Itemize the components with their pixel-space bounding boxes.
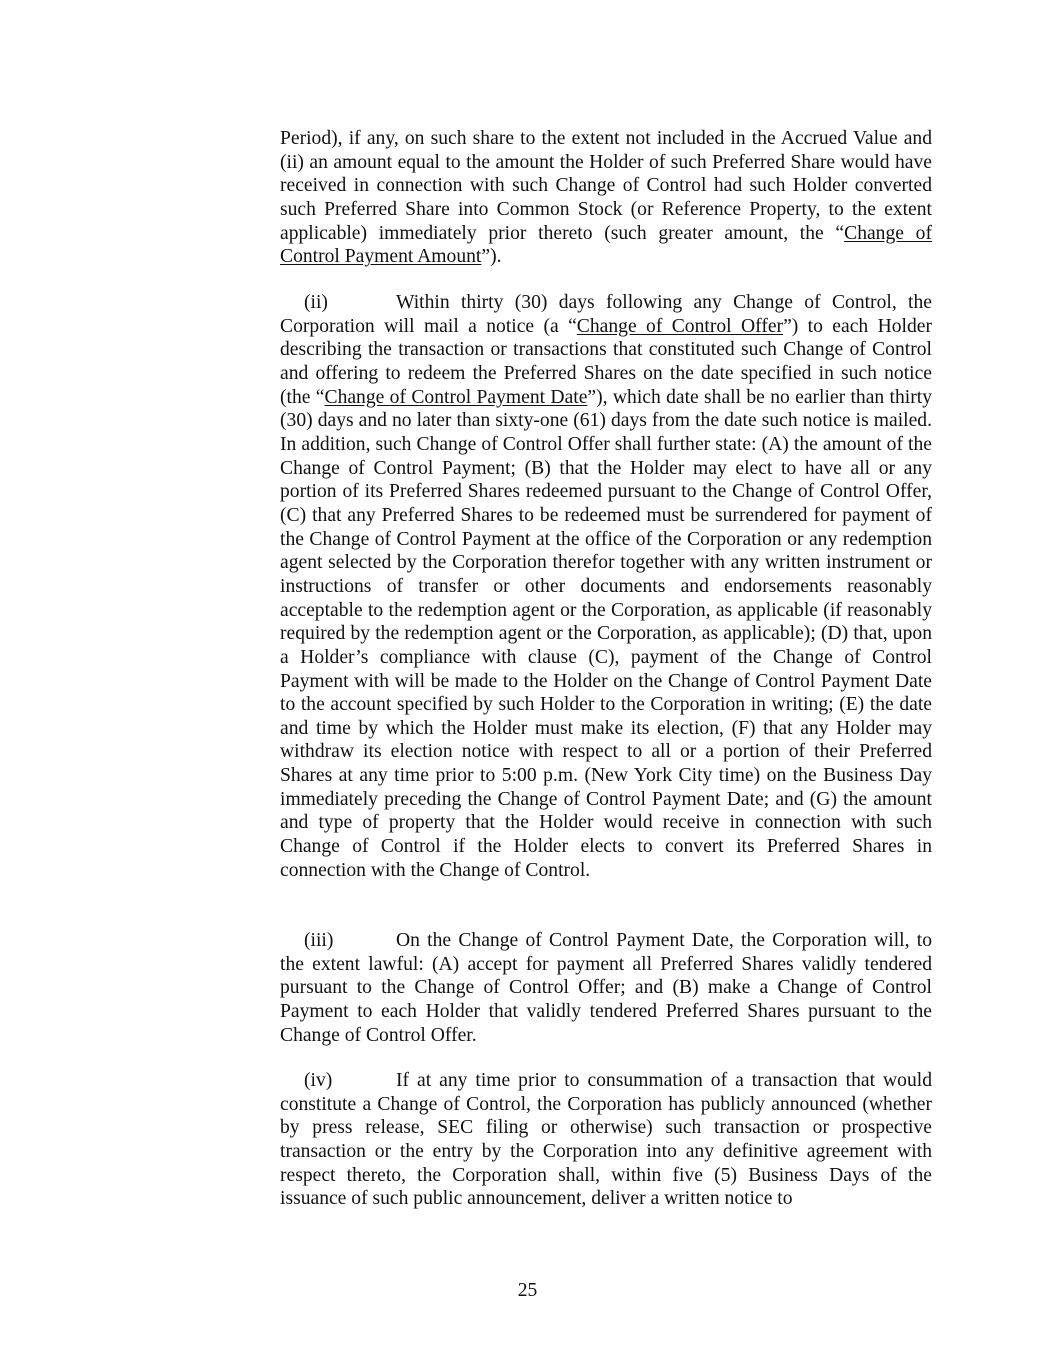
text-segment: ”), which date shall be no earlier than thirty (30) days and no later than sixty-one (61) days from the date such notice is mailed. In addition, such Change of Control Offer shall further state: (A) the amount of the Change of Control Payment; (B) that the Holder may elect to have all or any portion of its Preferred Shares redeemed pursuant to the Change of Control Offer, (C) that any Preferred Shares to be redeemed must be surrendered for payment of the Change of Control Payment at the office of the Corporation or any redemption agent selected by the Corporation therefor together with any written instrument or instructions of transfer or other documents and endorsements reasonably acceptable to the redemption agent or the Corporation, as applicable (if reasonably required by the redemption agent or the Corporation, as applicable); (D) that, upon a Holder’s compliance with clause (C), payment of the Change of Control Payment with will be made to the Holder on the Change of Control Payment Date to the account specified by such Holder to the Corporation in writing; (E) the date and time by which the Holder must make its election, (F) that any Holder may withdraw its election notice with respect to all or a portion of their Preferred Shares at any time prior to 5:00 p.m. (New York City time) on the Business Day immediately preceding the Change of Control Payment Date; and (G) the amount and type of property that the Holder would receive in connection with such Change of Control if the Holder elects to convert its Preferred Shares in connection with the Change of Control. (280, 386, 932, 881)
text-segment: On the Change of Control Payment Date, the Corporation will, to the extent lawful: (A) accept for payment all Preferred Shares validly tendered pursuant to the Change of Control Offer; and (B) make a Change of Control Payment to each Holder that validly tendered Preferred Shares pursuant to the Change of Control Offer. (280, 930, 932, 1046)
paragraph-ii (280, 291, 932, 882)
paragraph-number: (iii) (304, 930, 334, 951)
paragraph-continuation (280, 127, 932, 269)
defined-term-change-of-control-payment-date: Change of Control Payment Date (324, 386, 588, 408)
text-segment: If at any time prior to consummation of a transaction that would constitute a Change of Control, the Corporation has publicly announced (whether by press release, SEC filing or otherwise) such transaction or prospective transaction or the entry by the Corporation into any definitive agreement with respect thereto, the Corporation shall, within five (5) Business Days of the issuance of such public announcement, deliver a written notice to (280, 1070, 932, 1210)
defined-term-change-of-control-offer: Change of Control Offer (576, 315, 784, 337)
text-segment: ”). (481, 246, 502, 268)
paragraph-number: (iv) (304, 1070, 333, 1091)
paragraph-iii (280, 929, 932, 1047)
paragraph-iv (280, 1069, 932, 1211)
defined-term-change-of-control-payment-amount: Change of Control Payment Amount (280, 222, 932, 268)
paragraph-number: (ii) (304, 292, 328, 313)
text-segment: Within thirty (30) days following any Change of Control, the Corporation will mail a notice (a “ (280, 292, 932, 337)
text-segment: ”) to each Holder describing the transaction or transactions that constituted such Change of Control and offering to redeem the Preferred Shares on the date specified in such notice (the “ (280, 315, 932, 408)
text-segment: Period), if any, on such share to the extent not included in the Accrued Value and (ii) an amount equal to the amount the Holder of such Preferred Share would have received in connection with such Change of Control had such Holder converted such Preferred Share into Common Stock (or Reference Property, to the extent applicable) immediately prior thereto (such greater amount, the “ (280, 128, 932, 244)
page-number: 25 (517, 1280, 538, 1301)
